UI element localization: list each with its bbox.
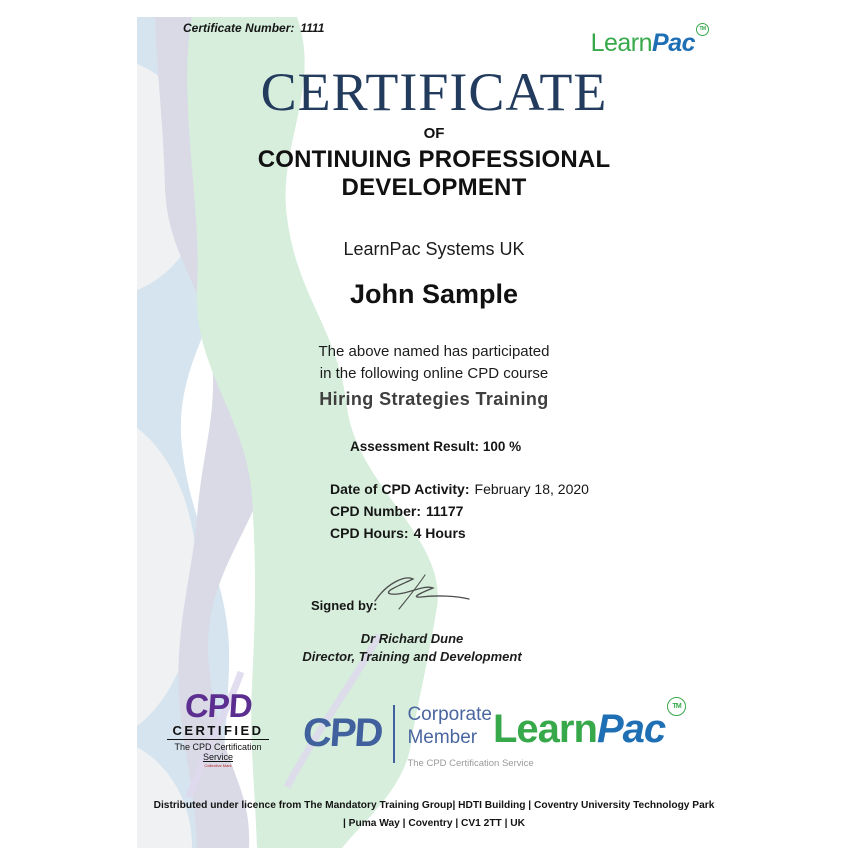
cpd-number	[330, 503, 463, 519]
cpd-certified-wordmark: CPD	[183, 687, 253, 724]
corporate-label: Corporate	[407, 704, 492, 725]
learnpac-logo-top	[590, 26, 709, 58]
certificate-number	[183, 21, 324, 35]
participation-line2: in the following online CPD course	[319, 365, 549, 382]
cpd-service-label: The CPD Certification Service	[407, 758, 534, 769]
cpd-number-label: CPD Number:	[330, 503, 422, 519]
learnpac-logo-bottom	[493, 703, 686, 752]
learnpac-pac-text: Pac	[652, 29, 695, 57]
assessment-result	[350, 439, 521, 454]
cpd-activity-date	[330, 481, 589, 497]
divider	[393, 705, 395, 763]
cpd-certified-label: CERTIFIED	[167, 723, 269, 740]
assessment-label: Assessment Result:	[350, 439, 480, 454]
cpd-hours-value: 4 Hours	[413, 525, 466, 541]
title-line2: DEVELOPMENT	[341, 174, 527, 201]
course-title: Hiring Strategies Training	[319, 389, 549, 409]
signed-by-label: Signed by:	[311, 598, 378, 613]
cpd-hours-label: CPD Hours:	[330, 525, 409, 541]
learnpac-pac-text: Pac	[596, 707, 666, 751]
cpd-number-value: 11177	[426, 503, 464, 519]
member-label: Member	[407, 727, 478, 748]
signature-icon	[365, 571, 477, 617]
participation-line1: The above named has participated	[318, 343, 550, 360]
footer-line1: Distributed under licence from The Mandatory Training Group| HDTI Building | Coventry University Technology Park	[153, 800, 715, 811]
cpd-certified-sub1: The CPD Certification	[174, 742, 262, 752]
recipient-name: John Sample	[349, 279, 519, 309]
issuer-name: LearnPac Systems UK	[343, 239, 525, 259]
date-value: February 18, 2020	[474, 481, 589, 497]
learnpac-learn-text: Learn	[590, 29, 653, 57]
trademark-icon: TM	[696, 23, 709, 36]
title-line1: CONTINUING PROFESSIONAL	[257, 146, 611, 173]
assessment-value: 100 %	[482, 439, 522, 454]
cpd-certified-logo	[167, 687, 269, 768]
learnpac-learn-text: Learn	[493, 707, 597, 751]
certificate-title: CERTIFICATE	[260, 62, 608, 122]
cpd-member-wordmark: CPD	[301, 711, 383, 755]
certificate-number-value: 1111	[300, 21, 325, 35]
certificate-page	[137, 17, 731, 848]
cpd-certified-sub2: Service	[202, 752, 233, 762]
date-label: Date of CPD Activity:	[330, 481, 470, 497]
signatory-name: Dr Richard Dune	[360, 631, 464, 646]
certificate-number-label: Certificate Number:	[183, 21, 295, 35]
title-of: OF	[423, 125, 445, 142]
signatory-role: Director, Training and Development	[302, 649, 522, 664]
trademark-icon: TM	[667, 697, 686, 716]
cpd-collective-mark: Collective Mark	[204, 763, 232, 768]
cpd-hours	[330, 525, 466, 541]
footer-line2: | Puma Way | Coventry | CV1 2TT | UK	[343, 818, 525, 829]
